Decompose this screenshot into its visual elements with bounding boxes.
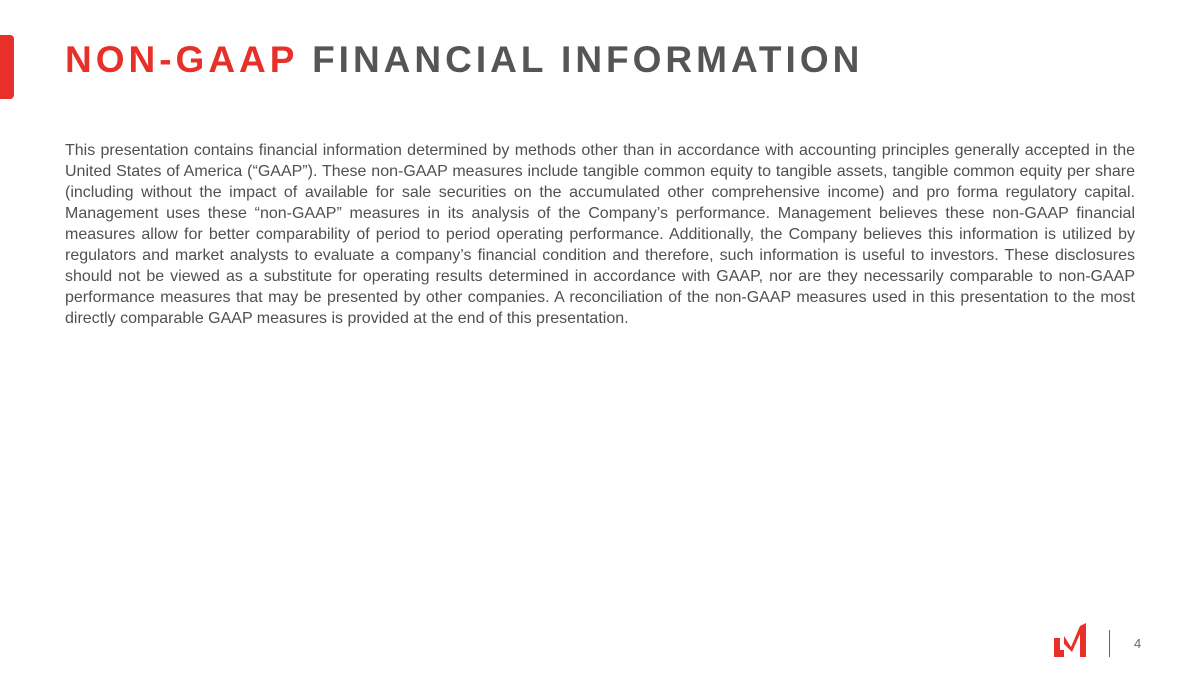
title-highlight: NON-GAAP bbox=[65, 39, 298, 80]
footer-divider bbox=[1109, 630, 1110, 657]
accent-bar bbox=[0, 35, 14, 99]
company-logo-icon bbox=[1052, 620, 1090, 660]
body-paragraph: This presentation contains financial information determined by methods other than in accordance with accounting principles generally accepted in the United States of America (“GAAP”). These non-GAAP measures include tangible common equity to tangible assets, tangible common equity per share (including without the impact of available for sale securities on the accumulated other comprehensive income) and pro forma regulatory capital. Management uses these “non-GAAP” measures in its analysis of the Company’s performance. Management believes these non-GAAP financial measures allow for better comparability of period to period operating performance. Additionally, the Company believes this information is utilized by regulators and market analysts to evaluate a company’s financial condition and therefore, such information is useful to investors. These disclosures should not be viewed as a substitute for operating results determined in accordance with GAAP, nor are they necessarily comparable to non-GAAP performance measures that may be presented by other companies. A reconciliation of the non-GAAP measures used in this presentation to the most directly comparable GAAP measures is provided at the end of this presentation. bbox=[65, 142, 1135, 327]
page-number: 4 bbox=[1134, 636, 1142, 651]
page-title bbox=[65, 38, 863, 82]
title-rest: FINANCIAL INFORMATION bbox=[312, 39, 864, 80]
